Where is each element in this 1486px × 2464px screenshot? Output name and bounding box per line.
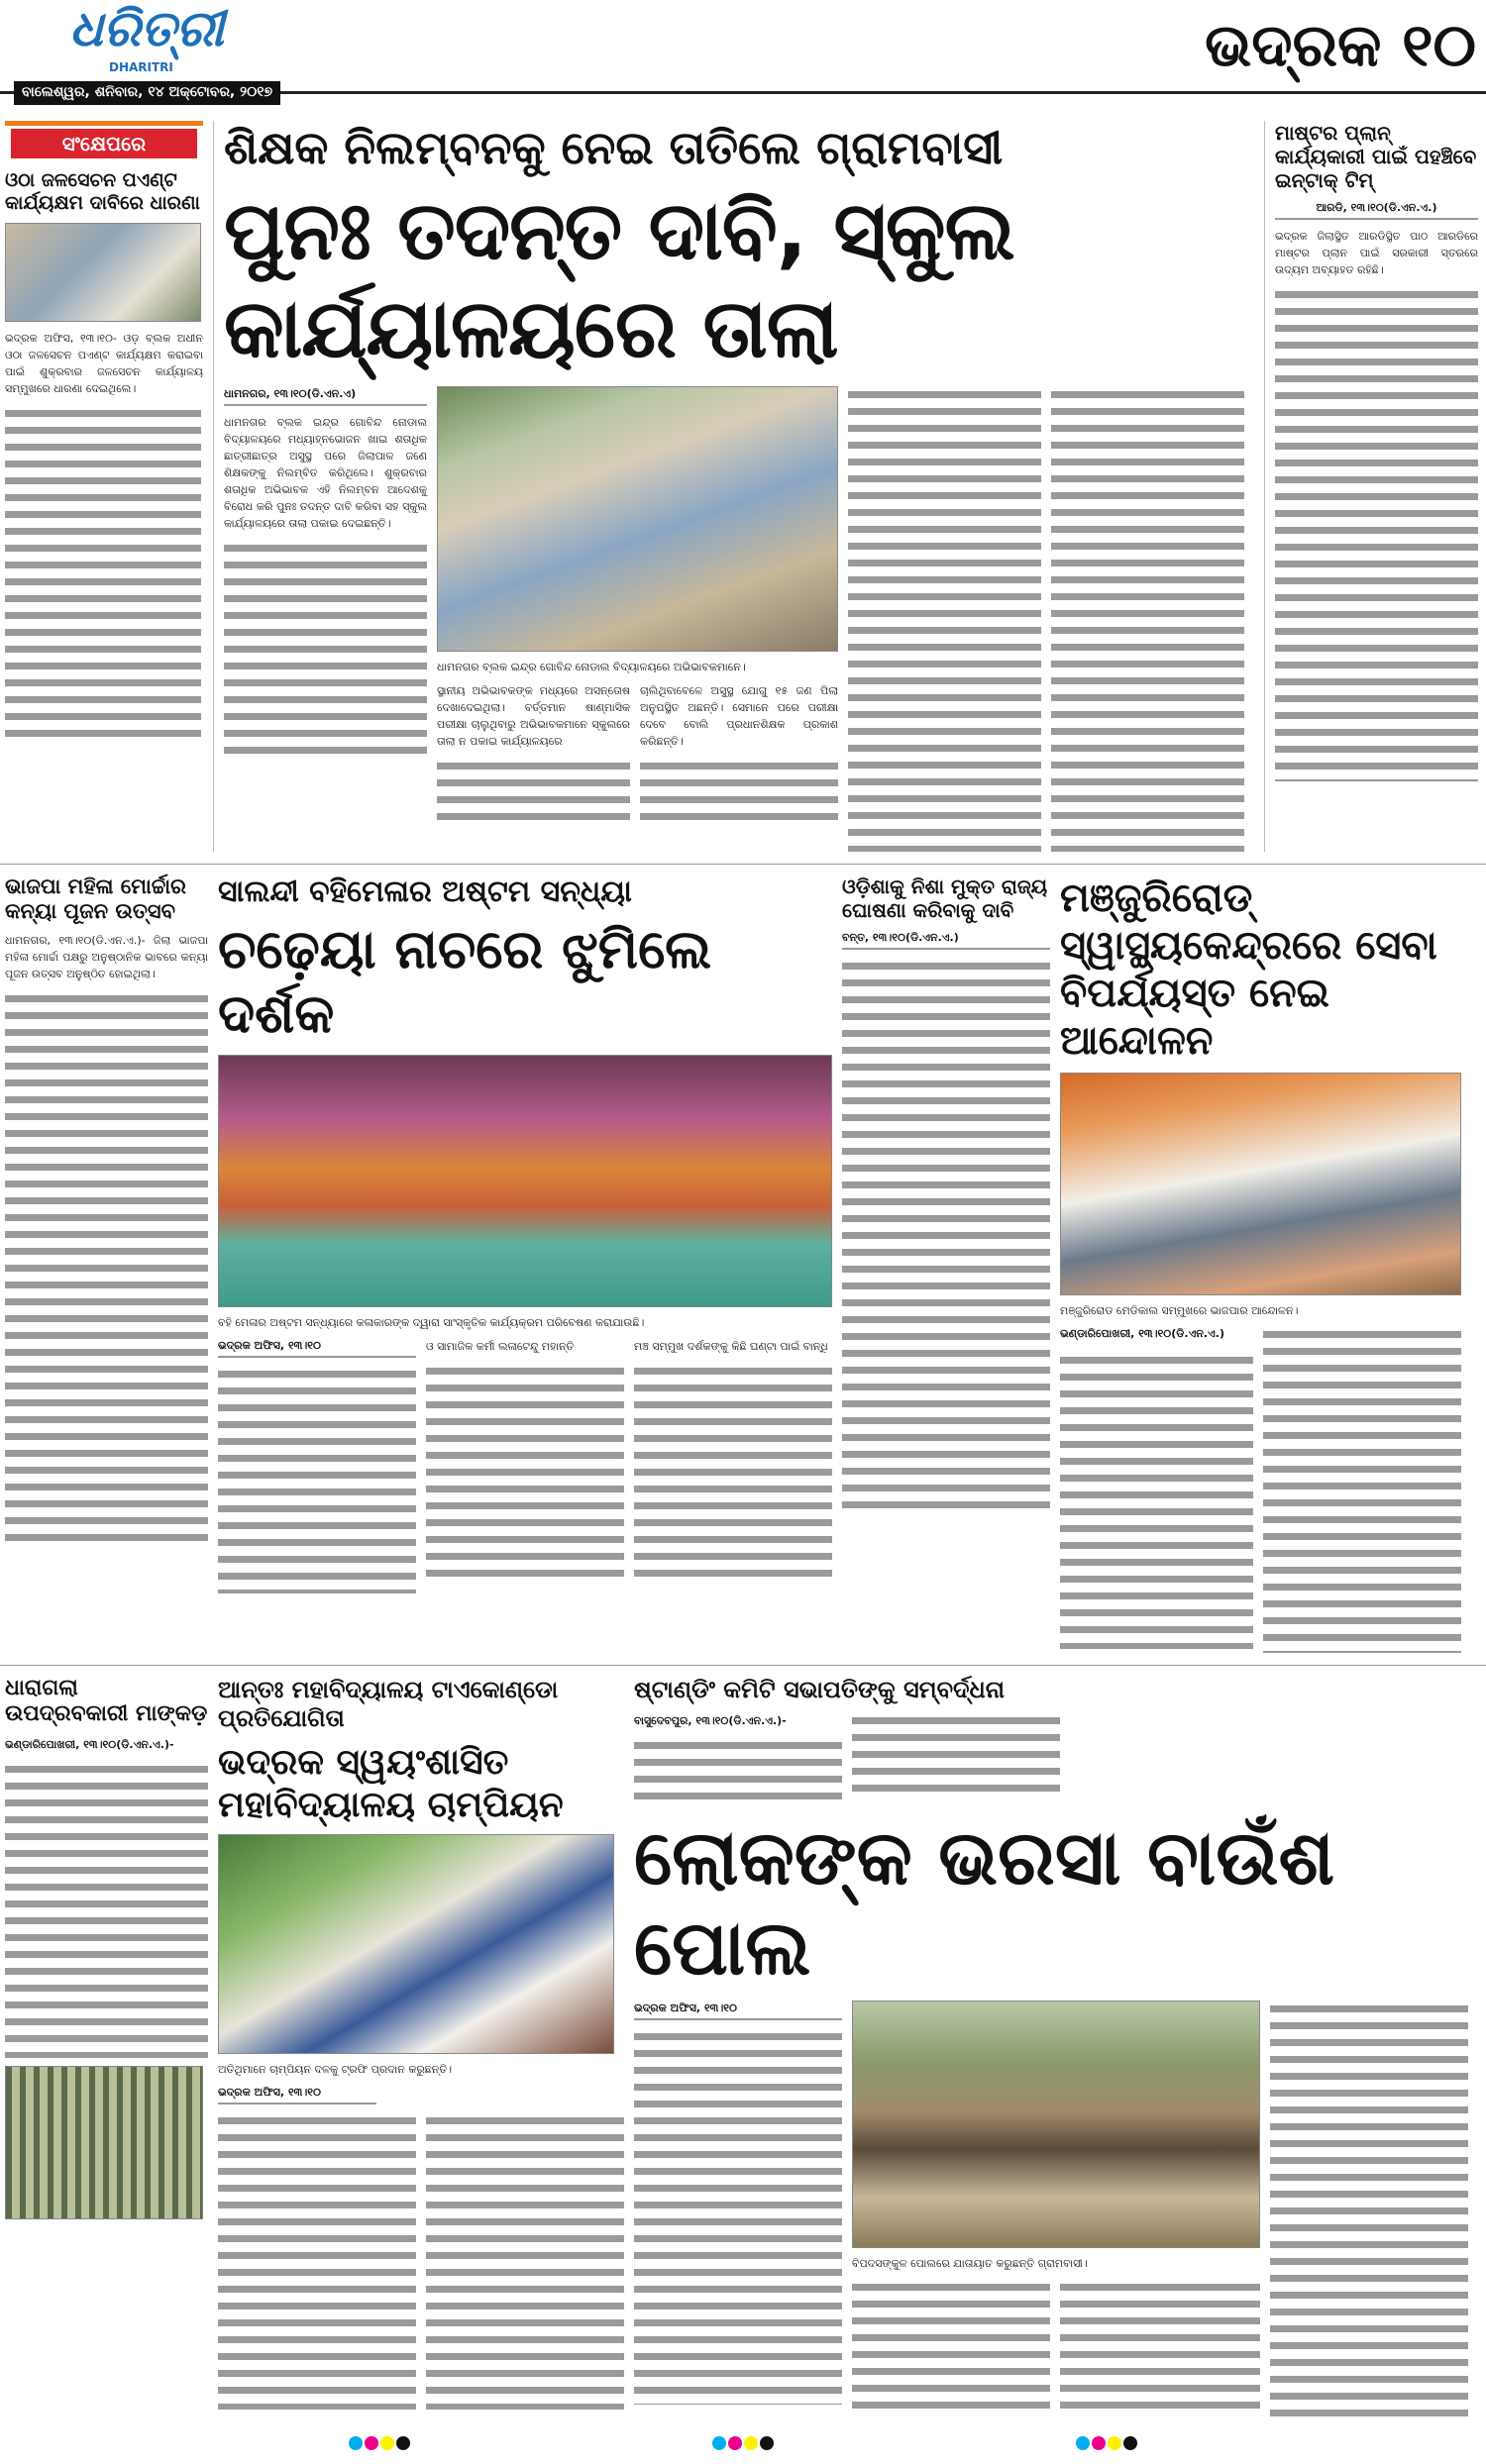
lead-caption: ଧାମନଗର ବ୍ଲକ ଇନ୍ଦ୍ର ଗୋବିନ୍ଦ ନୋଡାଲ ବିଦ୍ୟାଳୟରେ ଅଭିଭାବକମାନେ।	[437, 660, 746, 673]
brief-column	[5, 121, 203, 742]
lead-body-2-cont	[437, 758, 630, 825]
hospital-col-1	[1060, 1326, 1253, 1649]
bamboo-dateline: ଭଦ୍ରକ ଅଫିସ, ୧୩।୧୦	[634, 2001, 842, 2020]
row-middle	[0, 864, 1486, 1665]
lead-body-4	[848, 386, 1041, 852]
monkey-headline: ଧାରାଗଲା ଉପଦ୍ରବକାରୀ ମାଙ୍କଡ଼	[5, 1675, 208, 1727]
bamboo-body-2	[852, 2279, 1050, 2417]
bamboo-headline: ଲୋକଙ୍କ ଭରସା ବାଉଁଶ ପୋଲ	[634, 1812, 1335, 1992]
lead-subcolumns	[437, 682, 838, 825]
lead-body-1: ଧାମନଗର ବ୍ଲକ ଇନ୍ଦ୍ର ଗୋବିନ୍ଦ ନୋଡାଲ ବିଦ୍ୟାଳୟରେ ମଧ୍ୟାହ୍ନଭୋଜନ ଖାଇ ଶତାଧିକ ଛାତ୍ରୀଛାତ୍ର ଅସୁସ୍ଥ ପରେ ଜିଲାପାଳ ଜଣେ ଶିକ୍ଷକଙ୍କୁ ନିଲମ୍ବିତ କରିଥିଲେ। ଶୁକ୍ରବାର ଶତାଧିକ ଅଭିଭାବକ ଏହି ନିଲମ୍ବନ ଆଦେଶକୁ ବିରୋଧ କରି ପୁନଃ ତଦନ୍ତ ଦାବି କରିବା ସହ ସ୍କୁଲ କାର୍ଯ୍ୟାଳୟରେ ତାଲା ପକାଇ ଦେଇଛନ୍ତି।	[224, 415, 427, 530]
masthead-logo: ଧରିତ୍ରୀ	[69, 0, 225, 57]
column-divider	[1264, 121, 1265, 852]
masthead	[0, 0, 1486, 111]
brief-tag-label: ସଂକ୍ଷେପରେ	[11, 129, 197, 158]
intach-column	[1275, 121, 1478, 781]
row-top	[0, 111, 1486, 864]
lead-headline: ପୁନଃ ତଦନ୍ତ ଦାବି, ସ୍କୁଲ କାର୍ଯ୍ୟାଳୟରେ ତାଲା	[224, 184, 1014, 376]
bookfair-col-2	[426, 1338, 624, 1581]
bookfair-body-2-cont	[426, 1363, 624, 1581]
monkey-column	[5, 1676, 208, 2219]
bamboo-subcolumns	[852, 2279, 1260, 2417]
monkey-dateline: ଭଣ୍ଡାରିପୋଖରୀ, ୧୩।୧୦(ଡି.ଏନ.ଏ.)-	[5, 1737, 174, 1751]
taekwondo-headline: ଭଦ୍ରକ ସ୍ୱୟଂଶାସିତ ମହାବିଦ୍ୟାଳୟ ଚାମ୍ପିୟନ	[218, 1741, 564, 1825]
bookfair-headline: ଚଢ଼େୟା ନାଚରେ ଝୁମିଲେ ଦର୍ଶକ	[218, 917, 712, 1045]
taekwondo-photo	[218, 1834, 614, 2054]
registration-marks	[711, 2435, 775, 2454]
drugfree-body	[842, 958, 1050, 1512]
lead-photo	[437, 386, 838, 652]
brief-photo	[5, 223, 201, 322]
bjp-body: ଧାମନଗର, ୧୩।୧୦(ଡି.ଏନ.ଏ.)- ଜିଲା ଭାଜପା ମହିଳା ମୋର୍ଚ୍ଚା ପକ୍ଷରୁ ଅନୁଷ୍ଠାନିକ ଭାବରେ କନ୍ୟା ପୂଜନ ଉତ୍ସବ ଅନୁଷ୍ଠିତ ହୋଇଥିଲା।	[5, 934, 208, 981]
brief-body-text	[5, 405, 201, 742]
brief-tag	[5, 121, 203, 161]
bamboo-caption: ବିପଦସଙ୍କୁଳ ପୋଲରେ ଯାତାୟାତ କରୁଛନ୍ତି ଗ୍ରାମବାସୀ।	[852, 2257, 1088, 2271]
lead-body-3-cont	[640, 758, 838, 825]
right-bottom-area	[634, 1676, 1471, 2417]
taekwondo-dateline: ଭଦ୍ରକ ଅଫିସ, ୧୩।୧୦	[218, 2085, 376, 2105]
lead-col-2	[437, 386, 838, 825]
bookfair-column	[218, 874, 832, 1593]
intach-dateline: ଆରଡି, ୧୩।୧୦(ଡି.ଏନ.ଏ.)	[1275, 200, 1478, 220]
registration-marks-bar	[0, 2429, 1486, 2464]
taekwondo-body-2	[426, 2112, 624, 2410]
taekwondo-caption: ଅତିଥିମାନେ ଚାମ୍ପିୟନ ଦଳକୁ ଟ୍ରଫି ପ୍ରଦାନ କରୁଛନ୍ତି।	[218, 2062, 453, 2076]
bookfair-caption: ବହି ମେଳାର ଅଷ୍ଟମ ସନ୍ଧ୍ୟାରେ କଳାକାରଙ୍କ ଦ୍ୱାରା ସାଂସ୍କୃତିକ କାର୍ଯ୍ୟକ୍ରମ ପରିବେଷଣ କରାଯାଉଛି।	[218, 1315, 645, 1329]
bookfair-photo	[218, 1055, 832, 1307]
bamboo-body-1	[634, 2028, 842, 2405]
lead-col-2a	[437, 682, 630, 825]
hospital-body-1	[1060, 1352, 1253, 1649]
bjp-body-cont	[5, 990, 208, 1545]
drugfree-headline: ଓଡ଼ିଶାକୁ ନିଶା ମୁକ୍ତ ରାଜ୍ୟ ଘୋଷଣା କରିବାକୁ ଦାବି	[842, 873, 1048, 922]
standing-dateline: ବାସୁଦେବପୁର, ୧୩।୧୦(ଡି.ଏନ.ଏ.)-	[634, 1713, 787, 1727]
monkey-body	[5, 1761, 208, 2058]
bamboo-photo	[852, 2001, 1260, 2248]
date-bar: ବାଲେଶ୍ୱର, ଶନିବାର, ୧୪ ଅକ୍ଟୋବର, ୨୦୧୭	[14, 81, 280, 105]
page-label: ଭଦ୍ରକ ୧୦	[1205, 11, 1476, 80]
intach-body: ଭଦ୍ରକ ଜିଲାସ୍ଥିତ ଆରଡିସ୍ଥିତ ପାଠ ଆରଡିରେ ମାଷ୍ଟର ପ୍ଲାନ ପାଇଁ ସରକାରୀ ସ୍ତରରେ ଉଦ୍ୟମ ଅବ୍ୟାହତ ରହିଛି।	[1275, 230, 1478, 276]
hospital-headline: ମଞ୍ଜୁରିରୋଡ୍ ସ୍ୱାସ୍ଥ୍ୟକେନ୍ଦ୍ରରେ ସେବା ବିପର୍ଯ୍ୟସ୍ତ ନେଇ ଆନ୍ଦୋଳନ	[1060, 874, 1437, 1064]
taekwondo-body-1	[218, 2112, 416, 2410]
bookfair-body-2: ଓ ସାମାଜିକ କର୍ମୀ ଲଳାଟେନ୍ଦୁ ମହାନ୍ତି	[426, 1339, 575, 1353]
bookfair-body-1	[218, 1366, 416, 1593]
lead-dateline: ଧାମନଗର, ୧୩।୧୦(ଡି.ଏନ.ଏ)	[224, 386, 427, 406]
taekwondo-kicker: ଆନ୍ତଃ ମହାବିଦ୍ୟାଳୟ ଟାଏକୋଣ୍ଡୋ ପ୍ରତିଯୋଗିତା	[218, 1675, 559, 1732]
intach-headline: ମାଷ୍ଟର ପ୍ଲାନ୍ କାର୍ଯ୍ୟକାରୀ ପାଇଁ ପହଞ୍ଚିବେ ଇନ୍ଟାକ୍ ଟିମ୍	[1275, 121, 1477, 192]
taekwondo-columns	[218, 2112, 624, 2410]
taekwondo-column	[218, 1676, 624, 2410]
hospital-body-2	[1263, 1326, 1461, 1653]
brief-body: ଭଦ୍ରକ ଅଫିସ, ୧୩।୧୦- ଓଡ଼ ବ୍ଲକ ଅଧୀନ ଓଠା ଜଳସେଚନ ପଏଣ୍ଟ କାର୍ଯ୍ୟକ୍ଷମ କରାଇବା ପାଇଁ ଶୁକ୍ରବାର ଜଳସେଚନ କାର୍ଯ୍ୟାଳୟ ସମ୍ମୁଖରେ ଧାରଣା ଦେଇଥିଲେ।	[5, 331, 203, 395]
drugfree-dateline: ବନ୍ତ, ୧୩।୧୦(ଡି.ଏନ.ଏ.)	[842, 930, 1050, 950]
hospital-columns	[1060, 1326, 1461, 1653]
bookfair-col-3	[634, 1338, 832, 1581]
registration-marks	[1075, 2435, 1138, 2454]
brief-headline: ଓଠା ଜଳସେଚନ ପଏଣ୍ଟ କାର୍ଯ୍ୟକ୍ଷମ ଦାବିରେ ଧାରଣା	[5, 169, 200, 214]
bamboo-col-1	[634, 2001, 842, 2405]
standing-col-1	[634, 1712, 842, 1804]
bjp-column	[5, 874, 208, 1545]
bamboo-col-2	[852, 2001, 1260, 2417]
drugfree-column	[842, 874, 1050, 1512]
hospital-photo	[1060, 1073, 1461, 1295]
intach-body-cont	[1275, 286, 1478, 781]
lead-body-5	[1051, 386, 1244, 852]
bookfair-col-1	[218, 1338, 416, 1593]
lead-col-2b	[640, 682, 838, 825]
lead-body-1-cont	[224, 540, 427, 758]
standing-body-1	[634, 1737, 842, 1804]
lead-story	[224, 121, 1254, 852]
bookfair-body-3-cont	[634, 1363, 832, 1581]
hospital-dateline: ଭଣ୍ଡାରିପୋଖରୀ, ୧୩।୧୦(ଡି.ଏନ.ଏ.)	[1060, 1326, 1224, 1340]
bookfair-kicker: ସାଲନ୍ଦୀ ବହିମେଳାର ଅଷ୍ଟମ ସନ୍ଧ୍ୟା	[218, 873, 632, 909]
hospital-caption: ମଞ୍ଜୁରିରୋଡ ମେଡିକାଲ ସମ୍ମୁଖରେ ଭାଜପାର ଆନ୍ଦୋଳନ।	[1060, 1303, 1299, 1317]
standing-headline: ଷ୍ଟାଣ୍ଡିଂ କମିଟି ସଭାପତିଙ୍କୁ ସମ୍ବର୍ଦ୍ଧନା	[634, 1675, 1006, 1703]
standing-columns	[634, 1712, 1471, 1804]
masthead-logo-sub: DHARITRI	[109, 60, 173, 74]
bookfair-columns	[218, 1338, 832, 1593]
lead-columns	[224, 386, 1254, 852]
standing-body-2	[852, 1712, 1060, 1797]
row-bottom	[0, 1665, 1486, 2429]
bamboo-body-3	[1060, 2279, 1260, 2417]
bamboo-columns	[634, 2001, 1471, 2417]
column-divider	[213, 121, 214, 852]
bamboo-body-4	[1270, 2001, 1468, 2416]
monkey-photo	[5, 2066, 203, 2219]
lead-body-2: ସ୍ଥାନୀୟ ଅଭିଭାବକଙ୍କ ମଧ୍ୟରେ ଅସନ୍ତୋଷ ଦେଖାଦେଇଥିଲା। ବର୍ତ୍ତମାନ ଷାଣ୍ମାସିକ ପରୀକ୍ଷା ଚାଲୁଥିବାରୁ ଅଭିଭାବକମାନେ ସ୍କୁଲରେ ତାଲା ନ ପକାଇ କାର୍ଯ୍ୟାଳୟରେ	[437, 683, 630, 748]
lead-kicker: ଶିକ୍ଷକ ନିଲମ୍ବନକୁ ନେଇ ତାତିଲେ ଗ୍ରାମବାସୀ	[224, 121, 1004, 174]
registration-marks	[348, 2435, 411, 2454]
lead-body-3: ଚାଲିଥିବାବେଳେ ଅସୁସ୍ଥ ଯୋଗୁ ୧୫ ଜଣ ପିଲା ଅନୁପସ୍ଥିତ ଅଛନ୍ତି। ସେମାନେ ପରେ ପରୀକ୍ଷା ଦେବେ ବୋଲି ପ୍ରଧାନଶିକ୍ଷକ ପ୍ରକାଶ କରିଛନ୍ତି।	[640, 683, 838, 748]
bookfair-body-3: ମଞ୍ଚ ସମ୍ମୁଖ ଦର୍ଶକଙ୍କୁ କିଛି ଘଣ୍ଟା ପାଇଁ ବାନ୍ଧି	[634, 1339, 828, 1353]
lead-col-1	[224, 386, 427, 758]
bjp-headline: ଭାଜପା ମହିଳା ମୋର୍ଚ୍ଚାର କନ୍ୟା ପୂଜନ ଉତ୍ସବ	[5, 873, 186, 924]
hospital-column	[1060, 874, 1461, 1653]
bookfair-dateline: ଭଦ୍ରକ ଅଫିସ, ୧୩।୧୦	[218, 1338, 416, 1358]
